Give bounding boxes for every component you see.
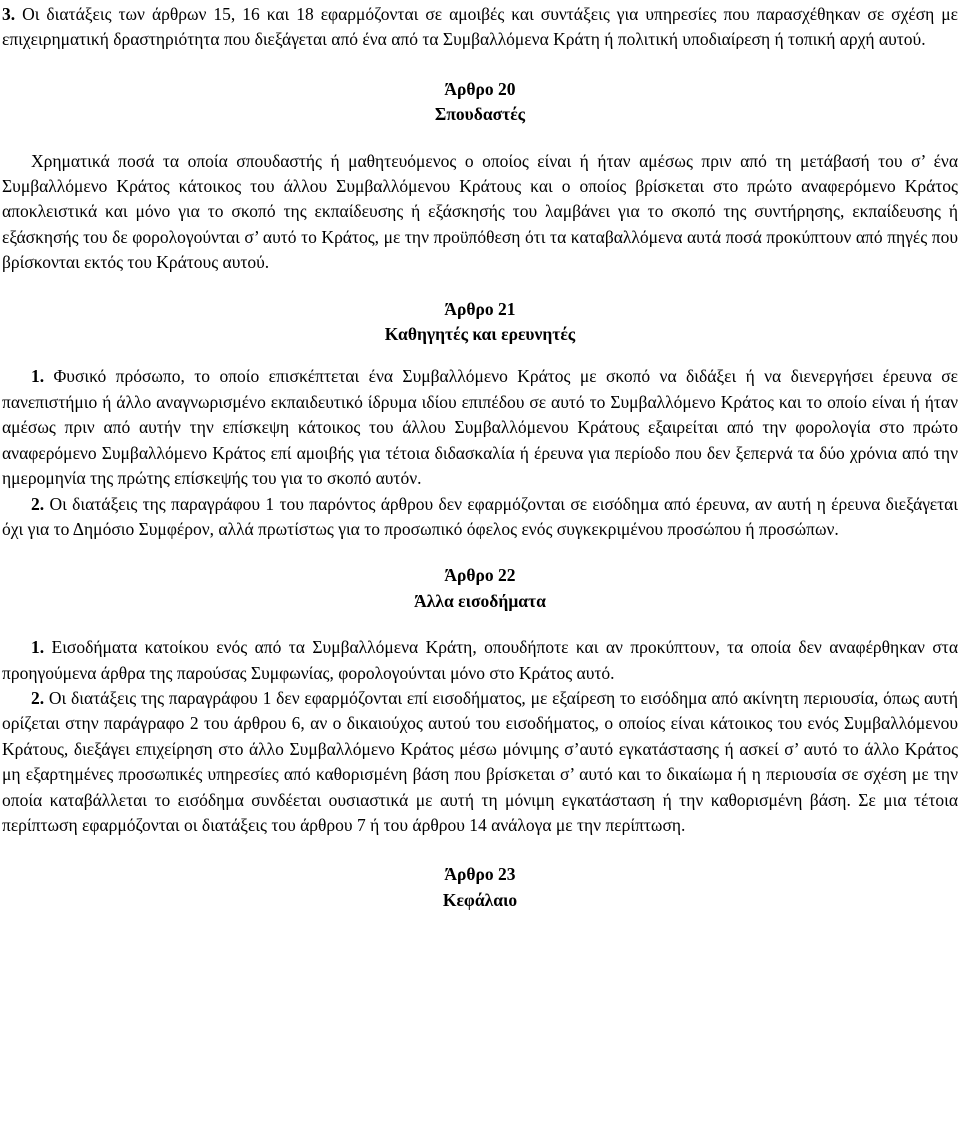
paragraph-text: Εισοδήματα κατοίκου ενός από τα Συμβαλλόμενα Κράτη, οπουδήποτε και αν προκύπτουν, τα οποία δεν αναφέρθηκαν στα προηγούμενα άρθρα της παρούσας Συμφωνίας, φορολογούνται μόνο στο Κράτος αυτό. [2, 637, 958, 683]
article-23-title: Κεφάλαιο [442, 889, 518, 910]
paragraph-3 [2, 2, 958, 53]
article-23-heading: Άρθρο 23 [444, 864, 516, 885]
paragraph-number: 1. [31, 637, 45, 658]
article-22-paragraph-2 [2, 686, 958, 838]
article-20-text: Χρηματικά ποσά τα οποία σπουδαστής ή μαθητευόμενος ο οποίος είναι ή ήταν αμέσως πριν από τη μετάβασή του σ’ ένα Συμβαλλόμενο Κράτος κάτοικος του άλλου Συμβαλλόμενου Κράτους και ο οποίος βρίσκεται στο πρώτο αναφερόμενο Κράτος αποκλειστικά και μόνο για το σκοπό της εκπαίδευσης ή εξάσκησής του λαμβάνει για το σκοπό της συντήρησης, εκπαίδευσης ή εξάσκησής του δε φορολογούνται σ’ αυτό το Κράτος, με την προϋπόθεση ότι τα καταβαλλόμενα αυτά ποσά προκύπτουν από πηγές που βρίσκονται εκτός του Κράτους αυτού. [2, 150, 958, 273]
paragraph-number: 1. [31, 366, 45, 387]
article-22-title: Άλλα εισοδήματα [414, 590, 546, 611]
article-20-title: Σπουδαστές [434, 104, 526, 125]
article-20-heading: Άρθρο 20 [444, 78, 516, 99]
paragraph-number: 2. [31, 687, 45, 708]
paragraph-text: Οι διατάξεις της παραγράφου 1 δεν εφαρμόζονται επί εισοδήματος, με εξαίρεση το εισόδημα από ακίνητη περιουσία, όπως αυτή ορίζεται στην παράγραφο 2 του άρθρου 6, αν ο δικαιούχος αυτού του εισοδήματος, ο οποίος είναι κάτοικος του ενός Συμβαλλόμενου Κράτους, διεξάγει επιχείρηση στο άλλο Συμβαλλόμενο Κράτος μέσω μόνιμης σ’αυτό εγκατάστασης ή ασκεί σ’ αυτό το άλλο Κράτος μη εξαρτημένες προσωπικές υπηρεσίες από καθορισμένη βάση που βρίσκεται σ’ αυτό και το δικαίωμα ή η περιουσία σε σχέση με την οποία καταβάλλεται το εισόδημα συνδέεται ουσιαστικά με αυτή τη μόνιμη εγκατάσταση ή την καθορισμένη βάση. Σε μια τέτοια περίπτωση εφαρμόζονται οι διατάξεις του άρθρου 7 ή του άρθρου 14 ανάλογα με την περίπτωση. [2, 687, 958, 835]
paragraph-text: Φυσικό πρόσωπο, το οποίο επισκέπτεται ένα Συμβαλλόμενο Κράτος με σκοπό να διδάξει ή να διενεργήσει έρευνα σε πανεπιστήμιο ή άλλο αναγνωρισμένο εκπαιδευτικό ίδρυμα ιδίου επιπέδου σε αυτό το Συμβαλλόμενο Κράτος και το οποίο είναι ή ήταν αμέσως πριν από αυτήν την επίσκεψη κάτοικος του άλλου Συμβαλλόμενου Κράτους εξαιρείται από την φορολογία στο πρώτο αναφερόμενο Συμβαλλόμενο Κράτος επί αμοιβής για τέτοια διδασκαλία ή έρευνα για περίοδο που δεν ξεπερνά τα δύο χρόνια από την ημερομηνία της πρώτης επίσκεψής του για το σκοπό αυτόν. [2, 366, 958, 489]
article-21-title: Καθηγητές και ερευνητές [384, 324, 576, 345]
paragraph-text: Οι διατάξεις της παραγράφου 1 του παρόντος άρθρου δεν εφαρμόζονται σε εισόδημα από έρευνα, αν αυτή η έρευνα διεξάγεται όχι για το Δημόσιο Συμφέρον, αλλά πρωτίστως για το προσωπικό όφελος ενός συγκεκριμένου προσώπου ή προσώπων. [2, 493, 958, 539]
article-22-heading: Άρθρο 22 [444, 565, 516, 586]
paragraph-number: 2. [31, 493, 45, 514]
paragraph-text: Οι διατάξεις των άρθρων 15, 16 και 18 εφαρμόζονται σε αμοιβές και συντάξεις για υπηρεσίες που παρασχέθηκαν σε σχέση με επιχειρηματική δραστηριότητα που διεξάγεται από ένα από τα Συμβαλλόμενα Κράτη ή πολιτική υποδιαίρεση ή τοπική αρχή αυτού. [2, 4, 958, 50]
paragraph-number: 3. [2, 4, 16, 24]
article-22-paragraph-1 [2, 635, 958, 686]
article-21-paragraph-2 [2, 492, 958, 543]
article-21-heading: Άρθρο 21 [444, 298, 516, 319]
article-21-paragraph-1 [2, 364, 958, 491]
